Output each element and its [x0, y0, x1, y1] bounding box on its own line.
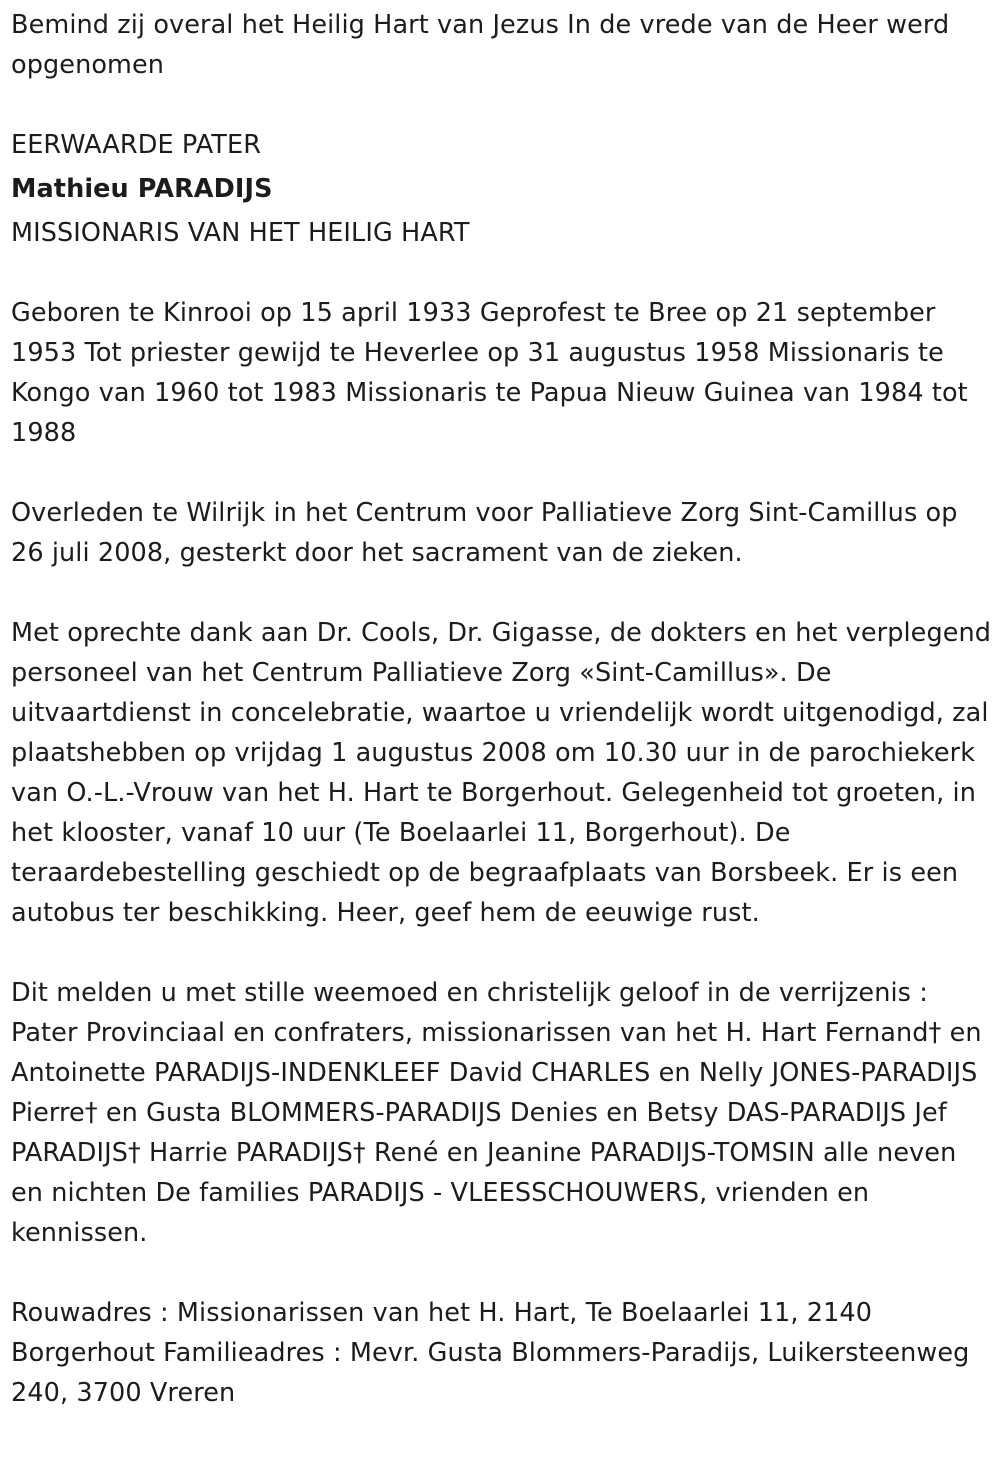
funeral-paragraph: Met oprechte dank aan Dr. Cools, Dr. Gigasse, de dokters en het verplegend personeel van het Centrum Palliatieve Zorg «Sint-Camillus». De uitvaartdienst in concelebratie, waartoe u vriendelijk wordt uitgenodigd, zal plaatshebben op vrijdag 1 augustus 2008 om 10.30 uur in de parochiekerk van O.-L.-Vrouw van het H. Hart te Borgerhout. Gelegenheid tot groeten, in het klooster, vanaf 10 uur (Te Boelaarlei 11, Borgerhout). De teraardebestelling geschiedt op de begraafplaats van Borsbeek. Er is een autobus ter beschikking. Heer, geef hem de eeuwige rust. — [11, 618, 992, 928]
biography-paragraph: Geboren te Kinrooi op 15 april 1933 Geprofest te Bree op 21 september 1953 Tot priester gewijd te Heverlee op 31 augustus 1958 Missionaris te Kongo van 1960 tot 1983 Missionaris te Papua Nieuw Guinea van 1984 tot 1988 — [11, 298, 968, 448]
obituary-document — [11, 5, 993, 1413]
title-prefix: EERWAARDE PATER — [11, 130, 262, 160]
title-suffix: MISSIONARIS VAN HET HEILIG HART — [11, 218, 470, 248]
intro-text: Bemind zij overal het Heilig Hart van Jezus In de vrede van de Heer werd opgenomen — [11, 10, 950, 80]
deceased-name: Mathieu PARADIJS — [11, 174, 273, 204]
family-paragraph: Dit melden u met stille weemoed en christelijk geloof in de verrijzenis : Pater Provinciaal en confraters, missionarissen van het H. Hart Fernand† en Antoinette PARADIJS-INDENKLEEF David CHARLES en Nelly JONES-PARADIJS Pierre† en Gusta BLOMMERS-PARADIJS Denies en Betsy DAS-PARADIJS Jef PARADIJS† Harrie PARADIJS† René en Jeanine PARADIJS-TOMSIN alle neven en nichten De families PARADIJS - VLEESSCHOUWERS, vrienden en kennissen. — [11, 978, 982, 1248]
addresses-paragraph: Rouwadres : Missionarissen van het H. Hart, Te Boelaarlei 11, 2140 Borgerhout Familieadres : Mevr. Gusta Blommers-Paradijs, Luikersteenweg 240, 3700 Vreren — [11, 1298, 970, 1408]
death-paragraph: Overleden te Wilrijk in het Centrum voor Palliatieve Zorg Sint-Camillus op 26 juli 2008, gesterkt door het sacrament van de zieken. — [11, 498, 958, 568]
